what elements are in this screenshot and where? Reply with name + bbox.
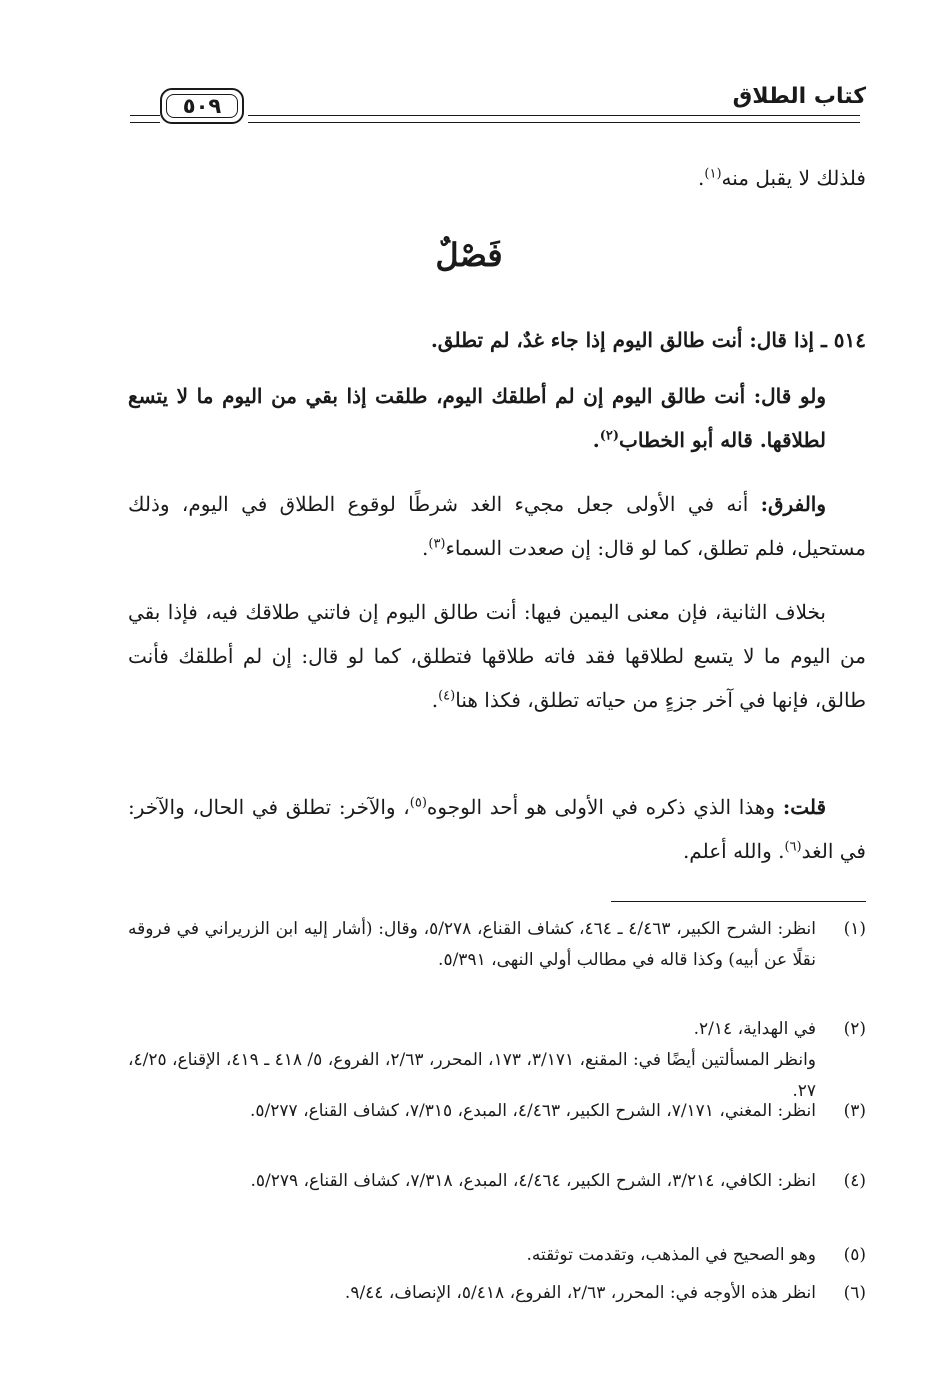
footnote: [128, 1166, 866, 1197]
header-rule-left: [130, 122, 160, 123]
footnote-text-extra: وانظر المسألتين أيضًا في: المقنع، ٣/١٧١، ١٧٣، المحرر، ٢/٦٣، الفروع، ٥/ ٤١٨ ـ ٤١٩، الإقناع، ٤/٢٥، ٢٧.: [128, 1050, 817, 1101]
footnote-ref: (٣): [428, 536, 446, 552]
contrast-text: بخلاف الثانية، فإن معنى اليمين فيها: أنت طالق اليوم إن فاتني طلاقك فيه، فإذا بقي من اليوم ما لا يتسع لطلاقها فقد فاته طلاقها فتطلق، كما لو قال: إن لم أطلقك فأنت طالق، فإنها في آخر جزءٍ من حياته تطلق، فكذا هنا: [128, 600, 866, 712]
footnote-text: في الهداية، ٢/١٤.: [693, 1019, 816, 1039]
intro-end: .: [698, 166, 705, 190]
footnote-ref: (٦): [784, 839, 802, 855]
footnote-number: (٣): [843, 1101, 866, 1121]
intro-paragraph: [128, 156, 866, 200]
difference-label: والفرق:: [760, 492, 827, 516]
header-rule: [248, 115, 860, 116]
footnote: [128, 1278, 866, 1309]
footnote-separator: [611, 901, 866, 902]
footnote-text: انظر هذه الأوجه في: المحرر، ٢/٦٣، الفروع، ٥/٤١٨، الإنصاف، ٩/٤٤.: [344, 1283, 816, 1303]
second-case-text: ولو قال: أنت طالق اليوم إن لم أطلقك اليوم، طلقت إذا بقي من اليوم ما لا يتسع لطلاقها. قاله أبو الخطاب: [128, 384, 826, 452]
contrast-paragraph: [128, 590, 866, 722]
footnote-number: (١): [843, 919, 866, 939]
comment-text: وهذا الذي ذكره في الأولى هو أحد الوجوه: [426, 795, 776, 819]
footnote-number: (٥): [843, 1245, 866, 1265]
footnote-text: وهو الصحيح في المذهب، وتقدمت توثقته.: [526, 1245, 816, 1265]
footnote: [128, 1240, 866, 1271]
comment-text: . والله أعلم.: [682, 839, 785, 863]
comment-label: قلت:: [782, 795, 827, 819]
issue-statement: [128, 318, 866, 362]
page-number: [160, 88, 244, 124]
footnote: [128, 914, 866, 976]
contrast-end: .: [431, 688, 439, 712]
intro-text: فلذلك لا يقبل منه: [721, 166, 866, 190]
difference-text: أنه في الأولى جعل مجيء الغد شرطًا لوقوع الطلاق في اليوم، وذلك مستحيل، فلم تطلق، كما لو قال: إن صعدت السماء: [128, 492, 866, 560]
running-header-title: كتاب الطلاق: [732, 84, 866, 109]
section-heading: فَصْلٌ: [435, 236, 503, 274]
footnote-ref: (٤): [438, 688, 456, 704]
comment-text: ، والآخر: تطلق في الحال، والآخر: في الغد: [128, 795, 866, 863]
difference-paragraph: [128, 482, 866, 570]
footnote: [128, 1014, 866, 1107]
footnote-ref: (١): [704, 166, 722, 182]
second-case-paragraph: [128, 374, 866, 462]
footnote-number: (٢): [843, 1019, 866, 1039]
difference-end: .: [422, 536, 429, 560]
header-rule: [248, 122, 860, 123]
header-rule-left: [130, 115, 160, 116]
footnote-number: (٤): [843, 1171, 866, 1191]
footnote: [128, 1096, 866, 1127]
issue-number: ٥١٤ ـ: [820, 328, 866, 352]
footnote-ref: (٥): [409, 795, 427, 811]
issue-text: إذا قال: أنت طالق اليوم إذا جاء غدٌ، لم تطلق.: [430, 328, 814, 352]
second-case-end: .: [592, 428, 600, 452]
comment-paragraph: [128, 785, 866, 873]
footnote-text: انظر: الشرح الكبير، ٤/٤٦٣ ـ ٤٦٤، كشاف القناع، ٥/٢٧٨، وقال: (أشار إليه ابن الزريراني في فروقه نقلًا عن أبيه) وكذا قاله في مطالب أولي النهى، ٥/٣٩١.: [128, 919, 817, 970]
page-number-value: ٥٠٩: [182, 94, 222, 118]
footnote-text: انظر: الكافي، ٣/٢١٤، الشرح الكبير، ٤/٤٦٤، المبدع، ٧/٣١٨، كشاف القناع، ٥/٢٧٩.: [250, 1171, 816, 1191]
footnote-ref: (٢): [599, 428, 620, 444]
footnote-text: انظر: المغني، ٧/١٧١، الشرح الكبير، ٤/٤٦٣، المبدع، ٧/٣١٥، كشاف القناع، ٥/٢٧٧.: [250, 1101, 816, 1121]
footnote-number: (٦): [843, 1283, 866, 1303]
